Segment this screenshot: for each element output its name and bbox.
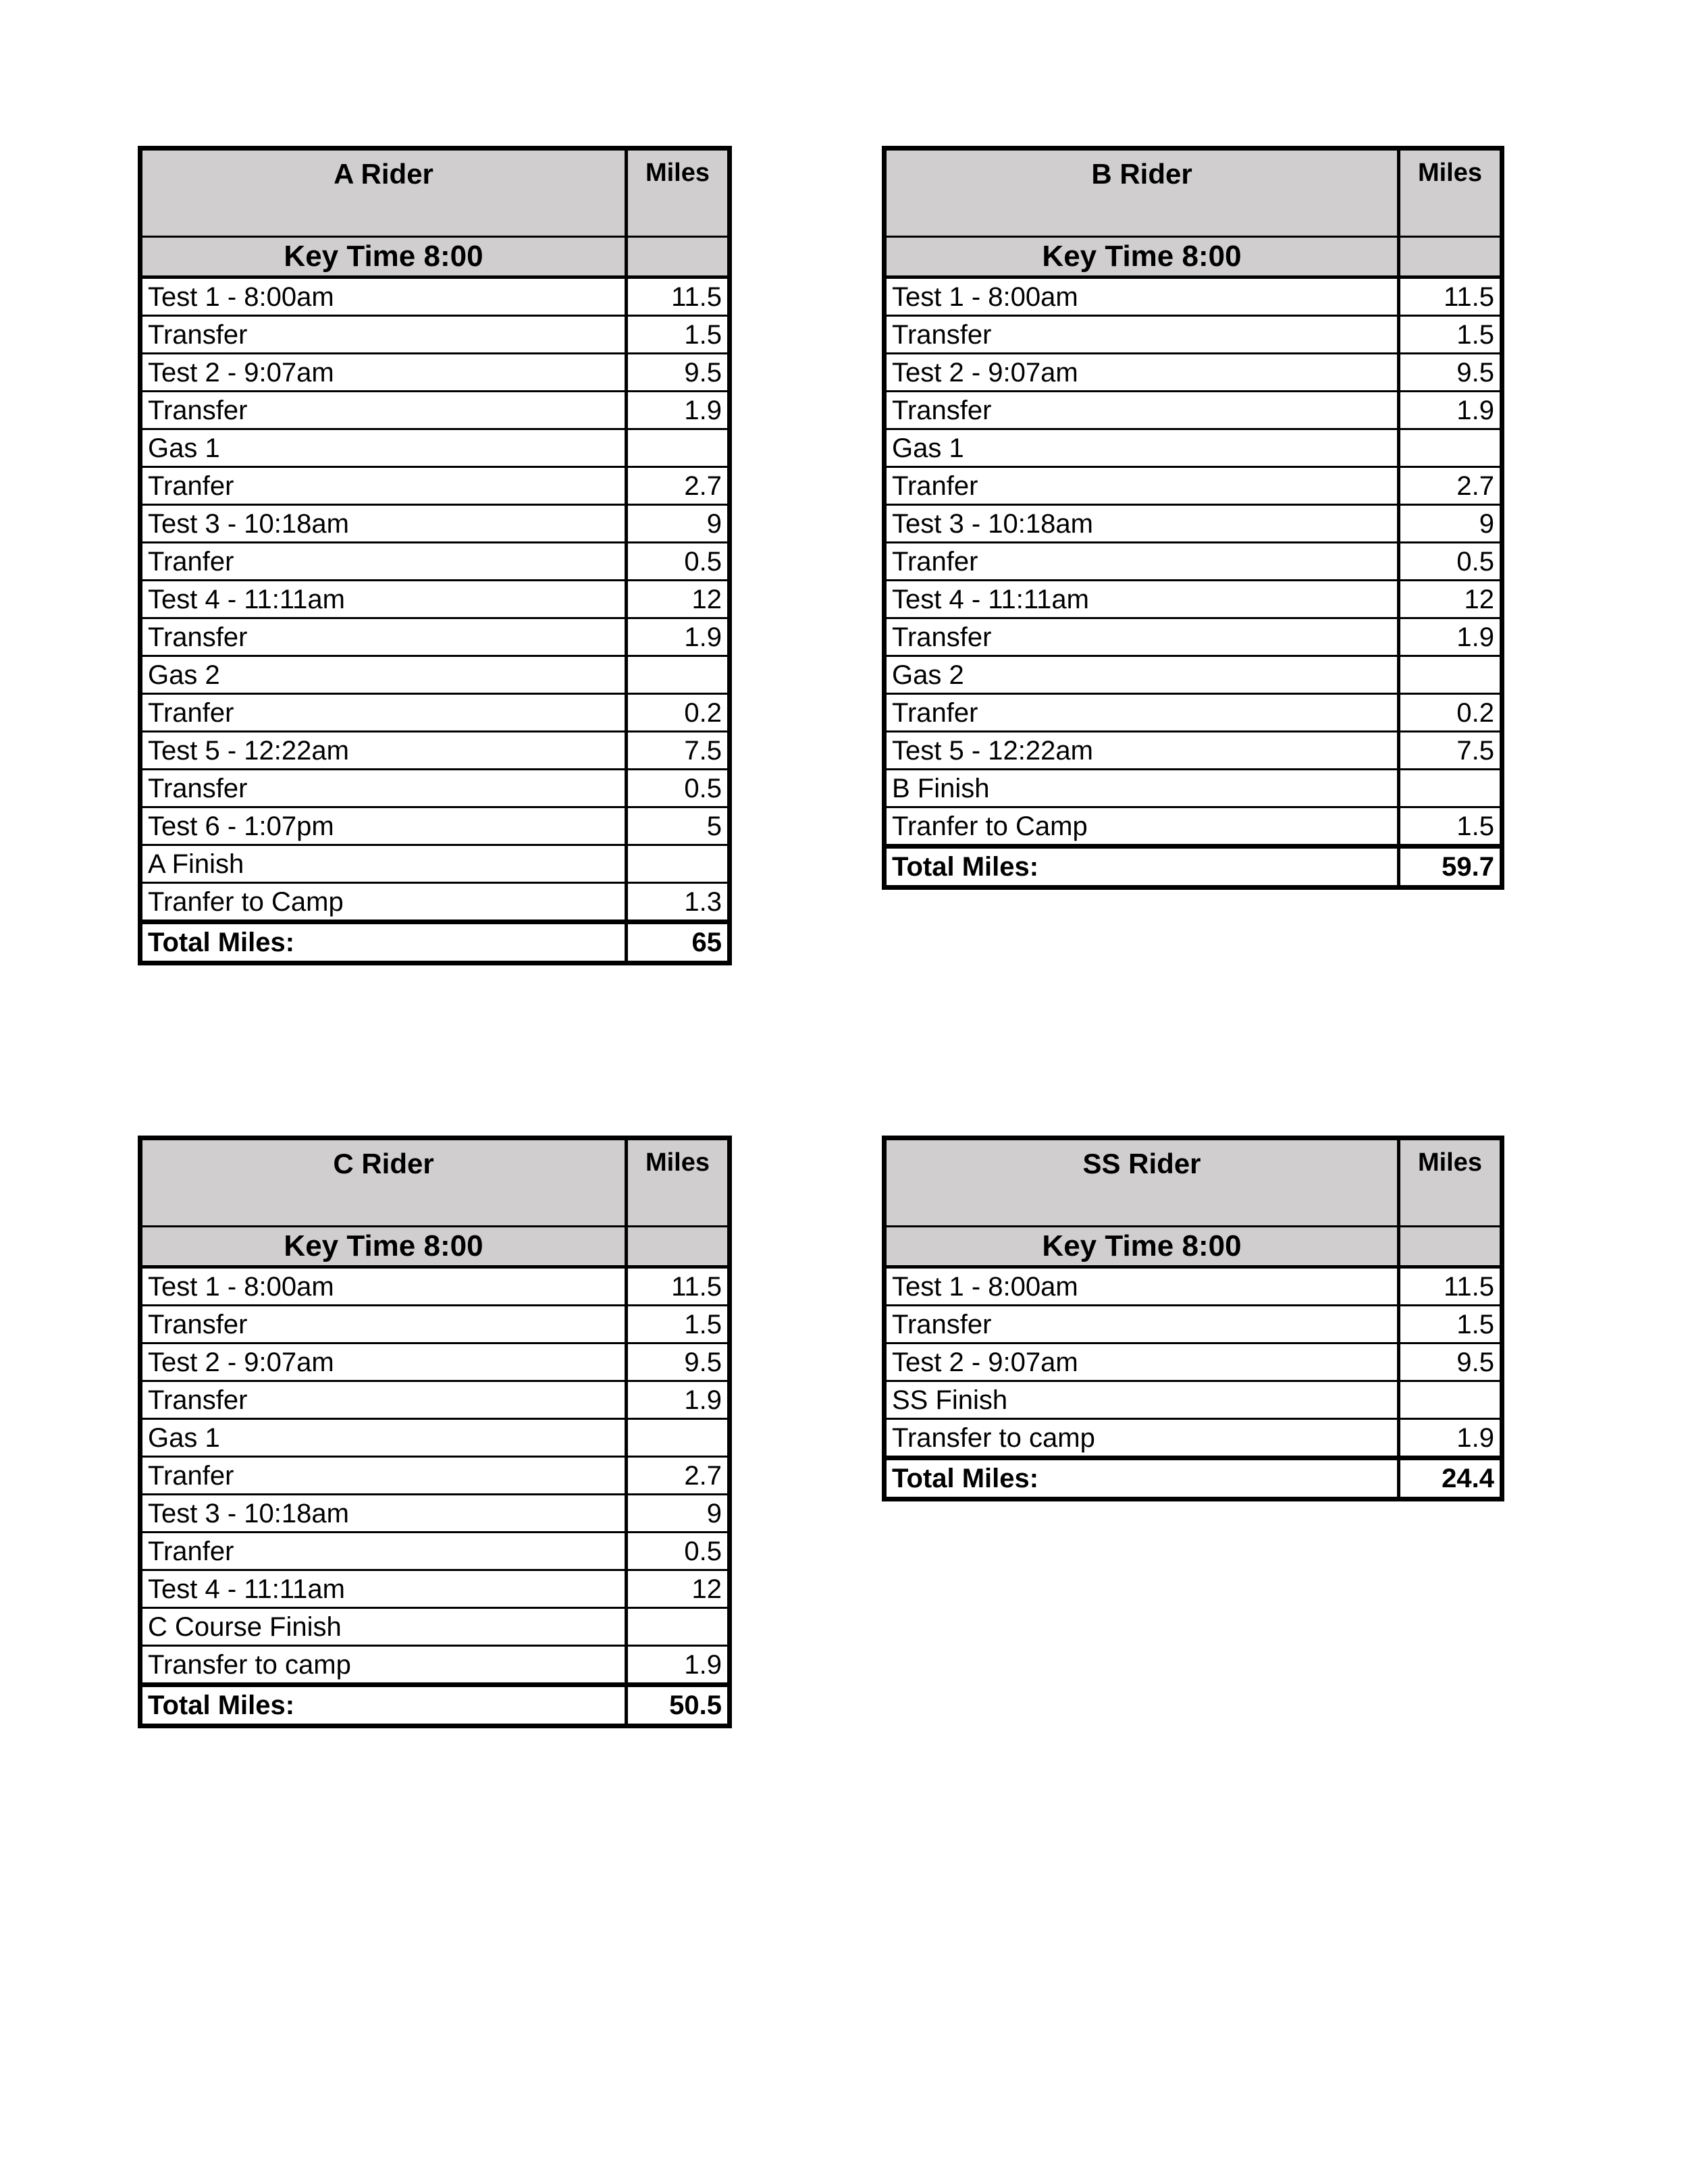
segment-label: Tranfer (885, 543, 1399, 581)
segment-label: Test 2 - 9:07am (885, 354, 1399, 392)
table-title: A Rider (140, 149, 627, 237)
table-row (885, 277, 1502, 316)
segment-label: Test 1 - 8:00am (885, 1267, 1399, 1306)
segment-miles (1399, 429, 1502, 467)
segment-label: Transfer (885, 316, 1399, 354)
table-body (885, 1138, 1502, 1499)
segment-label: SS Finish (885, 1381, 1399, 1419)
segment-label: B Finish (885, 770, 1399, 807)
key-time-label: Key Time 8:00 (885, 237, 1399, 277)
table-row (885, 429, 1502, 467)
table-row (140, 354, 730, 392)
segment-label: Test 4 - 11:11am (140, 581, 627, 618)
table-row (140, 1419, 730, 1457)
key-time-label: Key Time 8:00 (140, 237, 627, 277)
table-row (885, 807, 1502, 847)
table-row (140, 807, 730, 845)
segment-label: A Finish (140, 845, 627, 883)
segment-label: Test 5 - 12:22am (140, 732, 627, 770)
total-miles: 59.7 (1399, 847, 1502, 888)
table-row (140, 694, 730, 732)
segment-label: Transfer (140, 618, 627, 656)
total-miles: 50.5 (627, 1685, 730, 1726)
table-title: B Rider (885, 149, 1399, 237)
miles-column-header: Miles (627, 1138, 730, 1227)
table-row (885, 316, 1502, 354)
table-body (140, 149, 730, 963)
miles-column-header: Miles (627, 149, 730, 237)
table-row (140, 1306, 730, 1343)
total-row (140, 922, 730, 963)
table-row (140, 1533, 730, 1570)
segment-label: Test 5 - 12:22am (885, 732, 1399, 770)
segment-miles: 7.5 (627, 732, 730, 770)
total-row (140, 1685, 730, 1726)
segment-label: Test 6 - 1:07pm (140, 807, 627, 845)
key-time-label: Key Time 8:00 (140, 1227, 627, 1267)
total-row (885, 1458, 1502, 1499)
segment-miles: 9 (627, 505, 730, 543)
table-row (140, 277, 730, 316)
segment-miles: 0.2 (627, 694, 730, 732)
segment-label: Transfer to camp (885, 1419, 1399, 1458)
table-row (140, 770, 730, 807)
segment-miles: 2.7 (627, 467, 730, 505)
key-time-row (140, 1227, 730, 1267)
table-row (140, 1608, 730, 1646)
segment-label: Tranfer (885, 694, 1399, 732)
segment-miles: 1.5 (627, 1306, 730, 1343)
segment-label: Test 1 - 8:00am (140, 1267, 627, 1306)
segment-miles: 11.5 (1399, 1267, 1502, 1306)
segment-miles: 2.7 (1399, 467, 1502, 505)
segment-label: Transfer to camp (140, 1646, 627, 1685)
segment-label: Gas 1 (885, 429, 1399, 467)
segment-miles: 0.5 (627, 1533, 730, 1570)
miles-column-header: Miles (1399, 149, 1502, 237)
table-row (885, 732, 1502, 770)
segment-miles: 1.5 (627, 316, 730, 354)
segment-miles (1399, 770, 1502, 807)
table-row (885, 770, 1502, 807)
table-body (140, 1138, 730, 1726)
table-row (885, 392, 1502, 429)
table-row (885, 467, 1502, 505)
table-row (140, 883, 730, 922)
segment-miles: 9.5 (627, 354, 730, 392)
table-row (140, 732, 730, 770)
table-row (885, 1306, 1502, 1343)
segment-miles (1399, 656, 1502, 694)
segment-miles (1399, 1381, 1502, 1419)
a-rider-table (138, 146, 732, 965)
segment-label: Gas 2 (885, 656, 1399, 694)
miles-column-header: Miles (1399, 1138, 1502, 1227)
segment-miles: 1.9 (627, 392, 730, 429)
segment-label: Transfer (885, 1306, 1399, 1343)
table-row (885, 1267, 1502, 1306)
segment-label: Test 3 - 10:18am (140, 1495, 627, 1533)
table-row (885, 1381, 1502, 1419)
segment-miles: 1.9 (627, 1381, 730, 1419)
segment-label: Tranfer (140, 1533, 627, 1570)
segment-miles (627, 429, 730, 467)
segment-label: Test 2 - 9:07am (140, 354, 627, 392)
table-title: SS Rider (885, 1138, 1399, 1227)
segment-miles: 11.5 (1399, 277, 1502, 316)
key-time-row (140, 237, 730, 277)
table-row (885, 1343, 1502, 1381)
segment-label: Transfer (885, 392, 1399, 429)
segment-label: Tranfer (140, 1457, 627, 1495)
segment-miles: 1.5 (1399, 1306, 1502, 1343)
key-time-miles-empty (627, 1227, 730, 1267)
segment-label: Test 4 - 11:11am (140, 1570, 627, 1608)
table-row (140, 581, 730, 618)
segment-label: Gas 1 (140, 1419, 627, 1457)
segment-label: Test 1 - 8:00am (885, 277, 1399, 316)
segment-miles: 0.2 (1399, 694, 1502, 732)
segment-miles: 1.9 (627, 1646, 730, 1685)
table-title: C Rider (140, 1138, 627, 1227)
table-body (885, 149, 1502, 888)
total-miles: 65 (627, 922, 730, 963)
segment-label: Test 1 - 8:00am (140, 277, 627, 316)
segment-miles: 9.5 (1399, 354, 1502, 392)
segment-miles: 11.5 (627, 277, 730, 316)
segment-label: Test 3 - 10:18am (885, 505, 1399, 543)
table-row (140, 1570, 730, 1608)
key-time-miles-empty (627, 237, 730, 277)
table-row (885, 543, 1502, 581)
table-row (885, 656, 1502, 694)
segment-label: Gas 2 (140, 656, 627, 694)
segment-miles: 1.9 (1399, 618, 1502, 656)
total-miles: 24.4 (1399, 1458, 1502, 1499)
table-row (885, 694, 1502, 732)
total-label: Total Miles: (140, 1685, 627, 1726)
segment-label: Tranfer (140, 467, 627, 505)
segment-miles: 9 (1399, 505, 1502, 543)
title-row (140, 149, 730, 237)
title-row (885, 1138, 1502, 1227)
table-row (140, 1343, 730, 1381)
segment-miles: 9 (627, 1495, 730, 1533)
key-time-row (885, 237, 1502, 277)
table-row (885, 618, 1502, 656)
table-row (885, 1419, 1502, 1458)
c-rider-table (138, 1136, 732, 1728)
key-time-label: Key Time 8:00 (885, 1227, 1399, 1267)
segment-label: Transfer (885, 618, 1399, 656)
ss-rider-table (882, 1136, 1504, 1501)
segment-label: C Course Finish (140, 1608, 627, 1646)
segment-miles: 12 (627, 581, 730, 618)
segment-miles: 2.7 (627, 1457, 730, 1495)
table-row (140, 1495, 730, 1533)
segment-miles: 1.5 (1399, 316, 1502, 354)
segment-label: Tranfer (885, 467, 1399, 505)
segment-label: Transfer (140, 392, 627, 429)
table-row (140, 656, 730, 694)
total-row (885, 847, 1502, 888)
segment-miles (627, 656, 730, 694)
table-row (140, 467, 730, 505)
segment-label: Tranfer to Camp (885, 807, 1399, 847)
segment-miles: 9.5 (1399, 1343, 1502, 1381)
segment-miles: 9.5 (627, 1343, 730, 1381)
segment-miles: 1.5 (1399, 807, 1502, 847)
segment-label: Test 3 - 10:18am (140, 505, 627, 543)
key-time-miles-empty (1399, 1227, 1502, 1267)
segment-miles (627, 1419, 730, 1457)
segment-label: Transfer (140, 316, 627, 354)
segment-label: Test 4 - 11:11am (885, 581, 1399, 618)
segment-miles: 1.3 (627, 883, 730, 922)
segment-miles: 0.5 (627, 770, 730, 807)
segment-miles: 1.9 (1399, 1419, 1502, 1458)
total-label: Total Miles: (885, 1458, 1399, 1499)
table-row (140, 845, 730, 883)
table-row (140, 618, 730, 656)
table-row (885, 581, 1502, 618)
table-row (140, 505, 730, 543)
table-row (140, 392, 730, 429)
segment-label: Tranfer (140, 694, 627, 732)
segment-label: Tranfer to Camp (140, 883, 627, 922)
total-label: Total Miles: (140, 922, 627, 963)
table-row (140, 429, 730, 467)
table-row (140, 1267, 730, 1306)
segment-label: Test 2 - 9:07am (885, 1343, 1399, 1381)
segment-label: Tranfer (140, 543, 627, 581)
segment-miles: 11.5 (627, 1267, 730, 1306)
b-rider-table (882, 146, 1504, 890)
title-row (885, 149, 1502, 237)
table-row (885, 505, 1502, 543)
table-row (140, 543, 730, 581)
segment-miles: 1.9 (627, 618, 730, 656)
segment-miles (627, 1608, 730, 1646)
table-row (140, 316, 730, 354)
key-time-miles-empty (1399, 237, 1502, 277)
segment-miles: 5 (627, 807, 730, 845)
table-row (140, 1381, 730, 1419)
segment-label: Transfer (140, 1381, 627, 1419)
segment-miles (627, 845, 730, 883)
title-row (140, 1138, 730, 1227)
segment-label: Gas 1 (140, 429, 627, 467)
segment-miles: 0.5 (1399, 543, 1502, 581)
segment-miles: 12 (627, 1570, 730, 1608)
segment-miles: 7.5 (1399, 732, 1502, 770)
total-label: Total Miles: (885, 847, 1399, 888)
segment-miles: 12 (1399, 581, 1502, 618)
segment-label: Test 2 - 9:07am (140, 1343, 627, 1381)
segment-miles: 0.5 (627, 543, 730, 581)
segment-label: Transfer (140, 1306, 627, 1343)
table-row (140, 1457, 730, 1495)
segment-miles: 1.9 (1399, 392, 1502, 429)
segment-label: Transfer (140, 770, 627, 807)
table-row (885, 354, 1502, 392)
key-time-row (885, 1227, 1502, 1267)
table-row (140, 1646, 730, 1685)
